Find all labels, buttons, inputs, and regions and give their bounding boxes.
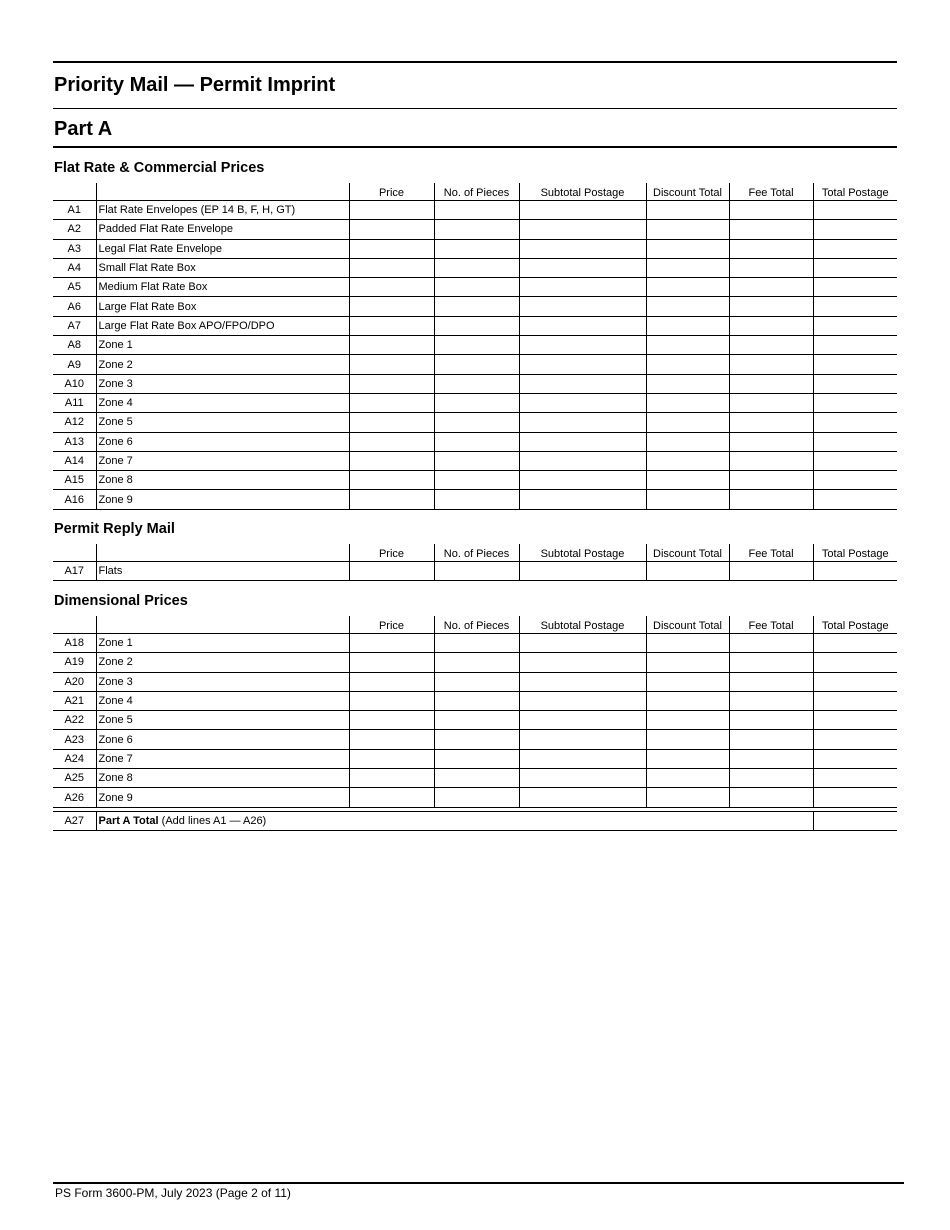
line-description: Zone 8 <box>96 471 349 490</box>
price-input[interactable] <box>349 413 434 432</box>
section-title-flat-rate: Flat Rate & Commercial Prices <box>54 160 265 176</box>
fee-total-input[interactable] <box>729 413 813 432</box>
form-line-row <box>53 691 897 710</box>
line-description: Zone 8 <box>96 769 349 788</box>
price-input[interactable] <box>349 355 434 374</box>
fee-total-input[interactable] <box>729 653 813 672</box>
discount-total-input[interactable] <box>646 653 729 672</box>
fee-total-input[interactable] <box>729 749 813 768</box>
price-input[interactable] <box>349 297 434 316</box>
discount-total-input[interactable] <box>646 258 729 277</box>
line-description: Zone 7 <box>96 749 349 768</box>
line-code: A15 <box>53 471 96 490</box>
column-header: Fee Total <box>729 616 813 634</box>
column-header: No. of Pieces <box>434 616 519 634</box>
discount-total-input[interactable] <box>646 672 729 691</box>
line-code: A3 <box>53 239 96 258</box>
total-postage-input[interactable] <box>813 355 897 374</box>
total-postage-input[interactable] <box>813 788 897 807</box>
section-title-permit-reply: Permit Reply Mail <box>54 521 175 537</box>
total-postage-input[interactable] <box>813 258 897 277</box>
fee-total-input[interactable] <box>729 672 813 691</box>
pieces-input[interactable] <box>434 451 519 470</box>
discount-total-input[interactable] <box>646 316 729 335</box>
price-input[interactable] <box>349 201 434 220</box>
line-description: Small Flat Rate Box <box>96 258 349 277</box>
subtotal-postage-input[interactable] <box>519 471 646 490</box>
column-header: Total Postage <box>813 616 897 634</box>
line-description: Medium Flat Rate Box <box>96 278 349 297</box>
form-line-row <box>53 788 897 807</box>
form-line-row <box>53 471 897 490</box>
form-line-row <box>53 562 897 581</box>
line-code: A20 <box>53 672 96 691</box>
discount-total-input[interactable] <box>646 562 729 581</box>
subtotal-postage-input[interactable] <box>519 413 646 432</box>
pieces-input[interactable] <box>434 471 519 490</box>
pieces-input[interactable] <box>434 258 519 277</box>
line-description: Flat Rate Envelopes (EP 14 B, F, H, GT) <box>96 201 349 220</box>
pieces-input[interactable] <box>434 355 519 374</box>
total-row <box>53 812 897 831</box>
column-header: Discount Total <box>646 183 729 201</box>
line-description: Padded Flat Rate Envelope <box>96 220 349 239</box>
fee-total-input[interactable] <box>729 451 813 470</box>
total-postage-input[interactable] <box>813 374 897 393</box>
total-postage-input[interactable] <box>813 451 897 470</box>
price-input[interactable] <box>349 278 434 297</box>
line-code: A14 <box>53 451 96 470</box>
line-description: Zone 9 <box>96 788 349 807</box>
discount-total-input[interactable] <box>646 201 729 220</box>
form-footer: PS Form 3600-PM, July 2023 (Page 2 of 11) <box>55 1186 291 1200</box>
line-code: A2 <box>53 220 96 239</box>
line-code: A19 <box>53 653 96 672</box>
price-input[interactable] <box>349 672 434 691</box>
total-postage-input[interactable] <box>813 239 897 258</box>
pieces-input[interactable] <box>434 239 519 258</box>
subtotal-postage-input[interactable] <box>519 634 646 653</box>
price-input[interactable] <box>349 336 434 355</box>
line-description: Large Flat Rate Box <box>96 297 349 316</box>
total-postage-input[interactable] <box>813 278 897 297</box>
discount-total-input[interactable] <box>646 413 729 432</box>
subtotal-postage-input[interactable] <box>519 490 646 509</box>
price-input[interactable] <box>349 393 434 412</box>
subtotal-postage-input[interactable] <box>519 432 646 451</box>
part-a-total-input[interactable] <box>813 812 897 831</box>
form-line-row <box>53 278 897 297</box>
total-label <box>96 812 813 831</box>
pieces-input[interactable] <box>434 691 519 710</box>
form-line-row <box>53 769 897 788</box>
line-description: Zone 6 <box>96 730 349 749</box>
line-description: Flats <box>96 562 349 581</box>
line-code: A8 <box>53 336 96 355</box>
blank-header-cell <box>53 544 96 562</box>
pieces-input[interactable] <box>434 316 519 335</box>
form-line-row <box>53 413 897 432</box>
total-postage-input[interactable] <box>813 201 897 220</box>
fee-total-input[interactable] <box>729 711 813 730</box>
fee-total-input[interactable] <box>729 788 813 807</box>
total-postage-input[interactable] <box>813 413 897 432</box>
form-line-row <box>53 355 897 374</box>
title-divider <box>53 108 897 109</box>
price-input[interactable] <box>349 374 434 393</box>
discount-total-input[interactable] <box>646 788 729 807</box>
subtotal-postage-input[interactable] <box>519 788 646 807</box>
total-postage-input[interactable] <box>813 672 897 691</box>
line-code: A5 <box>53 278 96 297</box>
subtotal-postage-input[interactable] <box>519 451 646 470</box>
subtotal-postage-input[interactable] <box>519 769 646 788</box>
price-input[interactable] <box>349 769 434 788</box>
discount-total-input[interactable] <box>646 634 729 653</box>
line-description: Zone 9 <box>96 490 349 509</box>
column-header: Subtotal Postage <box>519 544 646 562</box>
total-postage-input[interactable] <box>813 653 897 672</box>
line-description: Zone 4 <box>96 393 349 412</box>
fee-total-input[interactable] <box>729 769 813 788</box>
column-header-row <box>53 183 897 201</box>
total-postage-input[interactable] <box>813 471 897 490</box>
pieces-input[interactable] <box>434 730 519 749</box>
discount-total-input[interactable] <box>646 336 729 355</box>
fee-total-input[interactable] <box>729 691 813 710</box>
line-code: A24 <box>53 749 96 768</box>
column-header: Price <box>349 544 434 562</box>
subtotal-postage-input[interactable] <box>519 278 646 297</box>
subtotal-postage-input[interactable] <box>519 562 646 581</box>
price-input[interactable] <box>349 220 434 239</box>
blank-header-cell <box>53 616 96 634</box>
column-header: No. of Pieces <box>434 183 519 201</box>
fee-total-input[interactable] <box>729 432 813 451</box>
form-line-row <box>53 239 897 258</box>
total-postage-input[interactable] <box>813 730 897 749</box>
line-description: Zone 2 <box>96 355 349 374</box>
total-postage-input[interactable] <box>813 562 897 581</box>
line-code: A21 <box>53 691 96 710</box>
line-code: A10 <box>53 374 96 393</box>
column-header-row <box>53 544 897 562</box>
discount-total-input[interactable] <box>646 239 729 258</box>
line-description: Zone 5 <box>96 711 349 730</box>
price-input[interactable] <box>349 316 434 335</box>
line-description: Legal Flat Rate Envelope <box>96 239 349 258</box>
subtotal-postage-input[interactable] <box>519 239 646 258</box>
discount-total-input[interactable] <box>646 432 729 451</box>
discount-total-input[interactable] <box>646 769 729 788</box>
total-postage-input[interactable] <box>813 490 897 509</box>
subtotal-postage-input[interactable] <box>519 672 646 691</box>
subtotal-postage-input[interactable] <box>519 393 646 412</box>
column-header: Price <box>349 183 434 201</box>
fee-total-input[interactable] <box>729 490 813 509</box>
line-code: A22 <box>53 711 96 730</box>
price-input[interactable] <box>349 749 434 768</box>
part-a-total-table <box>53 811 897 831</box>
line-code: A26 <box>53 788 96 807</box>
fee-total-input[interactable] <box>729 471 813 490</box>
fee-total-input[interactable] <box>729 562 813 581</box>
pieces-input[interactable] <box>434 653 519 672</box>
fee-total-input[interactable] <box>729 355 813 374</box>
part-divider <box>53 146 897 148</box>
total-postage-input[interactable] <box>813 769 897 788</box>
price-input[interactable] <box>349 432 434 451</box>
footer-rule <box>53 1182 904 1184</box>
pieces-input[interactable] <box>434 374 519 393</box>
line-description: Zone 4 <box>96 691 349 710</box>
form-line-row <box>53 451 897 470</box>
form-line-row <box>53 220 897 239</box>
subtotal-postage-input[interactable] <box>519 258 646 277</box>
line-description: Zone 6 <box>96 432 349 451</box>
price-input[interactable] <box>349 730 434 749</box>
line-code: A18 <box>53 634 96 653</box>
column-header: Total Postage <box>813 544 897 562</box>
line-description: Zone 5 <box>96 413 349 432</box>
subtotal-postage-input[interactable] <box>519 653 646 672</box>
fee-total-input[interactable] <box>729 201 813 220</box>
blank-header-cell <box>53 183 96 201</box>
subtotal-postage-input[interactable] <box>519 201 646 220</box>
pieces-input[interactable] <box>434 490 519 509</box>
form-line-row <box>53 730 897 749</box>
fee-total-input[interactable] <box>729 393 813 412</box>
line-description: Zone 7 <box>96 451 349 470</box>
blank-header-cell <box>96 544 349 562</box>
line-code: A16 <box>53 490 96 509</box>
price-input[interactable] <box>349 691 434 710</box>
line-code: A12 <box>53 413 96 432</box>
pieces-input[interactable] <box>434 278 519 297</box>
form-line-row <box>53 672 897 691</box>
column-header: Subtotal Postage <box>519 183 646 201</box>
column-header: Discount Total <box>646 544 729 562</box>
pieces-input[interactable] <box>434 336 519 355</box>
pieces-input[interactable] <box>434 672 519 691</box>
discount-total-input[interactable] <box>646 490 729 509</box>
line-code: A4 <box>53 258 96 277</box>
form-line-row <box>53 336 897 355</box>
form-line-row <box>53 634 897 653</box>
price-input[interactable] <box>349 451 434 470</box>
fee-total-input[interactable] <box>729 336 813 355</box>
subtotal-postage-input[interactable] <box>519 691 646 710</box>
form-line-row <box>53 374 897 393</box>
column-header: Fee Total <box>729 183 813 201</box>
price-input[interactable] <box>349 562 434 581</box>
fee-total-input[interactable] <box>729 297 813 316</box>
discount-total-input[interactable] <box>646 297 729 316</box>
column-header: Fee Total <box>729 544 813 562</box>
line-description: Zone 3 <box>96 374 349 393</box>
pieces-input[interactable] <box>434 220 519 239</box>
pieces-input[interactable] <box>434 788 519 807</box>
total-postage-input[interactable] <box>813 749 897 768</box>
line-code: A17 <box>53 562 96 581</box>
blank-header-cell <box>96 616 349 634</box>
pieces-input[interactable] <box>434 711 519 730</box>
discount-total-input[interactable] <box>646 749 729 768</box>
permit-reply-table <box>53 544 897 581</box>
total-label-bold: Part A Total <box>98 815 159 827</box>
blank-header-cell <box>96 183 349 201</box>
total-label-note: (Add lines A1 — A26) <box>158 815 267 827</box>
discount-total-input[interactable] <box>646 471 729 490</box>
form-line-row <box>53 432 897 451</box>
total-postage-input[interactable] <box>813 432 897 451</box>
subtotal-postage-input[interactable] <box>519 297 646 316</box>
column-header: Total Postage <box>813 183 897 201</box>
line-code: A6 <box>53 297 96 316</box>
discount-total-input[interactable] <box>646 393 729 412</box>
line-code: A27 <box>53 812 96 831</box>
dimensional-table <box>53 616 897 808</box>
form-line-row <box>53 258 897 277</box>
price-input[interactable] <box>349 653 434 672</box>
pieces-input[interactable] <box>434 749 519 768</box>
fee-total-input[interactable] <box>729 239 813 258</box>
line-code: A23 <box>53 730 96 749</box>
pieces-input[interactable] <box>434 432 519 451</box>
part-title: Part A <box>54 118 113 140</box>
form-line-row <box>53 316 897 335</box>
line-description: Zone 1 <box>96 336 349 355</box>
form-line-row <box>53 297 897 316</box>
price-input[interactable] <box>349 258 434 277</box>
total-postage-input[interactable] <box>813 691 897 710</box>
subtotal-postage-input[interactable] <box>519 220 646 239</box>
pieces-input[interactable] <box>434 634 519 653</box>
price-input[interactable] <box>349 634 434 653</box>
subtotal-postage-input[interactable] <box>519 355 646 374</box>
total-postage-input[interactable] <box>813 297 897 316</box>
total-postage-input[interactable] <box>813 634 897 653</box>
fee-total-input[interactable] <box>729 316 813 335</box>
price-input[interactable] <box>349 239 434 258</box>
line-code: A11 <box>53 393 96 412</box>
pieces-input[interactable] <box>434 201 519 220</box>
discount-total-input[interactable] <box>646 730 729 749</box>
price-input[interactable] <box>349 711 434 730</box>
column-header-row <box>53 616 897 634</box>
discount-total-input[interactable] <box>646 278 729 297</box>
discount-total-input[interactable] <box>646 355 729 374</box>
discount-total-input[interactable] <box>646 220 729 239</box>
total-postage-input[interactable] <box>813 220 897 239</box>
fee-total-input[interactable] <box>729 258 813 277</box>
fee-total-input[interactable] <box>729 730 813 749</box>
discount-total-input[interactable] <box>646 711 729 730</box>
fee-total-input[interactable] <box>729 278 813 297</box>
form-line-row <box>53 749 897 768</box>
subtotal-postage-input[interactable] <box>519 749 646 768</box>
total-postage-input[interactable] <box>813 711 897 730</box>
subtotal-postage-input[interactable] <box>519 316 646 335</box>
price-input[interactable] <box>349 490 434 509</box>
section-title-dimensional: Dimensional Prices <box>54 593 188 609</box>
line-description: Large Flat Rate Box APO/FPO/DPO <box>96 316 349 335</box>
line-code: A25 <box>53 769 96 788</box>
discount-total-input[interactable] <box>646 451 729 470</box>
column-header: Price <box>349 616 434 634</box>
column-header: No. of Pieces <box>434 544 519 562</box>
total-postage-input[interactable] <box>813 336 897 355</box>
line-code: A1 <box>53 201 96 220</box>
line-description: Zone 1 <box>96 634 349 653</box>
flat-rate-table <box>53 183 897 510</box>
price-input[interactable] <box>349 471 434 490</box>
subtotal-postage-input[interactable] <box>519 711 646 730</box>
line-description: Zone 3 <box>96 672 349 691</box>
total-postage-input[interactable] <box>813 393 897 412</box>
pieces-input[interactable] <box>434 297 519 316</box>
form-line-row <box>53 711 897 730</box>
discount-total-input[interactable] <box>646 691 729 710</box>
fee-total-input[interactable] <box>729 220 813 239</box>
form-line-row <box>53 393 897 412</box>
form-line-row <box>53 201 897 220</box>
form-title: Priority Mail — Permit Imprint <box>54 74 336 96</box>
subtotal-postage-input[interactable] <box>519 336 646 355</box>
column-header: Discount Total <box>646 616 729 634</box>
fee-total-input[interactable] <box>729 634 813 653</box>
pieces-input[interactable] <box>434 562 519 581</box>
subtotal-postage-input[interactable] <box>519 374 646 393</box>
fee-total-input[interactable] <box>729 374 813 393</box>
line-code: A13 <box>53 432 96 451</box>
line-code: A9 <box>53 355 96 374</box>
line-code: A7 <box>53 316 96 335</box>
pieces-input[interactable] <box>434 393 519 412</box>
top-rule <box>53 61 897 63</box>
line-description: Zone 2 <box>96 653 349 672</box>
pieces-input[interactable] <box>434 413 519 432</box>
column-header: Subtotal Postage <box>519 616 646 634</box>
subtotal-postage-input[interactable] <box>519 730 646 749</box>
form-line-row <box>53 653 897 672</box>
total-postage-input[interactable] <box>813 316 897 335</box>
price-input[interactable] <box>349 788 434 807</box>
pieces-input[interactable] <box>434 769 519 788</box>
discount-total-input[interactable] <box>646 374 729 393</box>
form-line-row <box>53 490 897 509</box>
